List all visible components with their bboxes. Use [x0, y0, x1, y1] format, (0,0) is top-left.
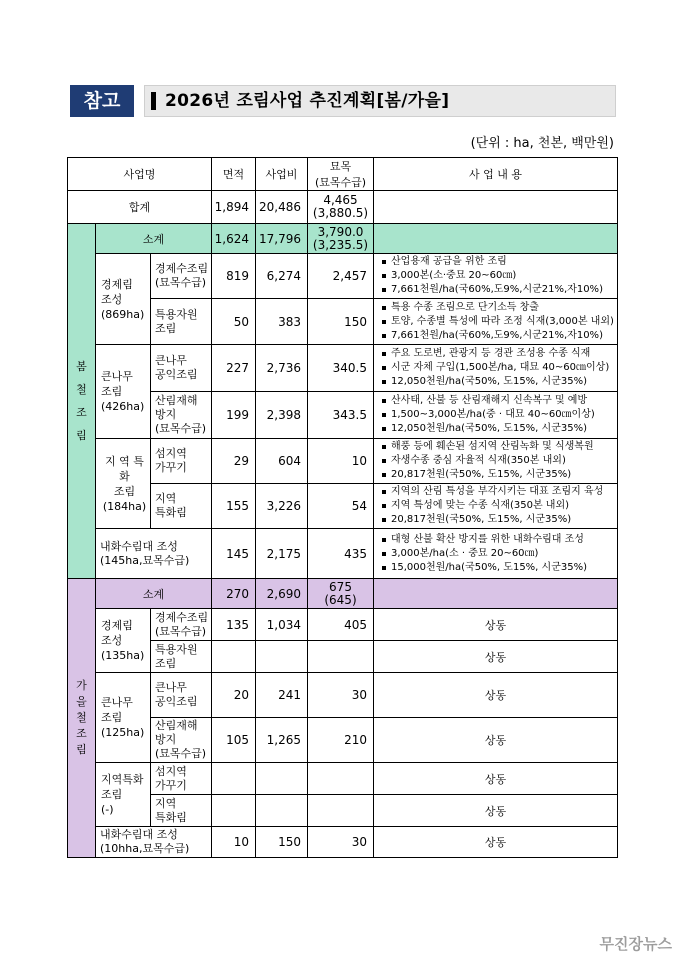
total-cost: 20,486: [256, 191, 308, 224]
row-name: 섬지역 가꾸기: [151, 439, 212, 484]
row-content: 상동: [374, 718, 618, 763]
row-name: 산림재해 방지 (묘목수급): [151, 392, 212, 439]
table-row: [68, 795, 618, 827]
row-cost: 241: [256, 673, 308, 718]
row-name: 큰나무 공익조림: [151, 673, 212, 718]
table-row: [68, 827, 618, 858]
row-content: 주요 도로변, 관광지 등 경관 조성용 수종 식재 시군 자체 구입(1,500본/ha, 대묘 40~60㎝이상) 12,050천원/ha(국50%, 도15%, 시군35%): [374, 345, 618, 392]
table-row: [68, 299, 618, 345]
row-content: 해풍 등에 훼손된 섬지역 산림녹화 및 식생복원 자생수종 중심 자율적 식재(350본 내외) 20,817천원(국50%, 도15%, 시군35%): [374, 439, 618, 484]
row-cost: 150: [256, 827, 308, 858]
row-content: 상동: [374, 641, 618, 673]
row-cost: 2,736: [256, 345, 308, 392]
row-content: 대형 산불 확산 방지를 위한 내화수림대 조성 3,000본/ha(소 · 중묘 20~60㎝) 15,000천원/ha(국50%, 도15%, 시군35%): [374, 529, 618, 579]
row-area: 50: [212, 299, 256, 345]
row-cost: 2,398: [256, 392, 308, 439]
row-content: 지역의 산림 특성을 부각시키는 대표 조림지 육성 지역 특성에 맞는 수종 식재(350본 내외) 20,817천원(국50%, 도15%, 시군35%): [374, 484, 618, 529]
spring-subtotal-content: [374, 224, 618, 254]
row-cost: 2,175: [256, 529, 308, 579]
fall-subtotal-row: [68, 579, 618, 609]
row-seedlings: 2,457: [308, 254, 374, 299]
row-area: 29: [212, 439, 256, 484]
row-name: 지역 특화림: [151, 795, 212, 827]
total-seedlings: 4,465 (3,880.5): [308, 191, 374, 224]
table-row: [68, 673, 618, 718]
table-row: [68, 641, 618, 673]
col-name: 사업명: [68, 158, 212, 191]
row-seedlings: [308, 641, 374, 673]
col-seedlings: 묘목 (묘목수급): [308, 158, 374, 191]
spring-subtotal-label: 소계: [96, 224, 212, 254]
table-row: [68, 254, 618, 299]
row-area: 155: [212, 484, 256, 529]
row-seedlings: 30: [308, 673, 374, 718]
spring-subtotal-seedlings: 3,790.0 (3,235.5): [308, 224, 374, 254]
row-seedlings: 10: [308, 439, 374, 484]
table-row: [68, 529, 618, 579]
spring-cat-economic-forest: 경제림 조성 (869ha): [96, 254, 151, 345]
row-cost: [256, 795, 308, 827]
fall-subtotal-label: 소계: [96, 579, 212, 609]
watermark: 무진장뉴스: [599, 935, 672, 953]
row-seedlings: 343.5: [308, 392, 374, 439]
row-content: 상동: [374, 795, 618, 827]
row-cost: 3,226: [256, 484, 308, 529]
total-area: 1,894: [212, 191, 256, 224]
spring-subtotal-row: [68, 224, 618, 254]
row-cost: [256, 641, 308, 673]
fall-windbreak-name: 내화수림대 조성 (10hha,묘목수급): [96, 827, 212, 858]
fall-subtotal-content: [374, 579, 618, 609]
row-content: 상동: [374, 827, 618, 858]
row-seedlings: 150: [308, 299, 374, 345]
fall-section-label: 가 을 철 조 림: [68, 579, 96, 858]
row-content: 특용 수종 조림으로 단기소득 창출 토양, 수종별 특성에 따라 조정 식재(3,000본 내외) 7,661천원/ha(국60%,도9%,시군21%,자10%): [374, 299, 618, 345]
total-label: 합계: [68, 191, 212, 224]
row-content: 산사태, 산불 등 산림재해지 신속복구 및 예방 1,500~3,000본/ha(중 · 대묘 40~60㎝이상) 12,050천원/ha(국50%, 도15%, 시군35%): [374, 392, 618, 439]
fall-cat-large-tree: 큰나무 조림 (125ha): [96, 673, 151, 763]
row-content: 산업용재 공급을 위한 조림 3,000본(소·중묘 20~60㎝) 7,661천원/ha(국60%,도9%,시군21%,자10%): [374, 254, 618, 299]
row-area: 10: [212, 827, 256, 858]
row-seedlings: 30: [308, 827, 374, 858]
total-row: [68, 191, 618, 224]
row-name: 특용자원 조림: [151, 299, 212, 345]
row-seedlings: [308, 795, 374, 827]
table-row: [68, 392, 618, 439]
col-content: 사 업 내 용: [374, 158, 618, 191]
col-area: 면적: [212, 158, 256, 191]
page-title: 2026년 조림사업 추진계획[봄/가을]: [165, 91, 450, 111]
row-area: [212, 795, 256, 827]
row-name: 산림재해 방지 (묘목수급): [151, 718, 212, 763]
row-area: 105: [212, 718, 256, 763]
table-row: [68, 484, 618, 529]
table-row: [68, 763, 618, 795]
title-box: [144, 85, 616, 117]
row-seedlings: [308, 763, 374, 795]
page-header: [70, 85, 616, 117]
row-cost: 6,274: [256, 254, 308, 299]
table-row: [68, 718, 618, 763]
row-area: 135: [212, 609, 256, 641]
fall-cat-economic-forest: 경제림 조성 (135ha): [96, 609, 151, 673]
row-area: 227: [212, 345, 256, 392]
spring-subtotal-area: 1,624: [212, 224, 256, 254]
row-seedlings: 54: [308, 484, 374, 529]
row-name: 섬지역 가꾸기: [151, 763, 212, 795]
row-name: 경제수조림 (묘목수급): [151, 254, 212, 299]
row-name: 큰나무 공익조림: [151, 345, 212, 392]
col-cost: 사업비: [256, 158, 308, 191]
row-area: [212, 641, 256, 673]
fall-subtotal-seedlings: 675 (645): [308, 579, 374, 609]
spring-windbreak-name: 내화수림대 조성 (145ha,묘목수급): [96, 529, 212, 579]
row-content: 상동: [374, 609, 618, 641]
row-name: 지역 특화림: [151, 484, 212, 529]
row-seedlings: 340.5: [308, 345, 374, 392]
row-seedlings: 435: [308, 529, 374, 579]
title-bar-mark: [151, 92, 156, 110]
plan-table: [67, 157, 618, 858]
row-cost: 1,265: [256, 718, 308, 763]
row-name: 경제수조림 (묘목수급): [151, 609, 212, 641]
spring-subtotal-cost: 17,796: [256, 224, 308, 254]
table-row: [68, 345, 618, 392]
row-area: [212, 763, 256, 795]
row-area: 145: [212, 529, 256, 579]
row-seedlings: 405: [308, 609, 374, 641]
row-cost: 604: [256, 439, 308, 484]
fall-cat-regional: 지역특화 조림 (-): [96, 763, 151, 827]
fall-subtotal-cost: 2,690: [256, 579, 308, 609]
row-seedlings: 210: [308, 718, 374, 763]
header-row: [68, 158, 618, 191]
row-area: 199: [212, 392, 256, 439]
table-row: [68, 609, 618, 641]
spring-cat-regional: 지 역 특 화 조림 (184ha): [96, 439, 151, 529]
table-row: [68, 439, 618, 484]
row-cost: [256, 763, 308, 795]
row-area: 819: [212, 254, 256, 299]
total-content: [374, 191, 618, 224]
row-name: 특용자원 조림: [151, 641, 212, 673]
spring-section-label: 봄 철 조 림: [68, 224, 96, 579]
unit-note: (단위 : ha, 천본, 백만원): [470, 136, 614, 151]
row-content: 상동: [374, 673, 618, 718]
row-content: 상동: [374, 763, 618, 795]
row-cost: 1,034: [256, 609, 308, 641]
row-area: 20: [212, 673, 256, 718]
reference-badge: 참고: [70, 85, 134, 117]
fall-subtotal-area: 270: [212, 579, 256, 609]
row-cost: 383: [256, 299, 308, 345]
spring-cat-large-tree: 큰나무 조림 (426ha): [96, 345, 151, 439]
